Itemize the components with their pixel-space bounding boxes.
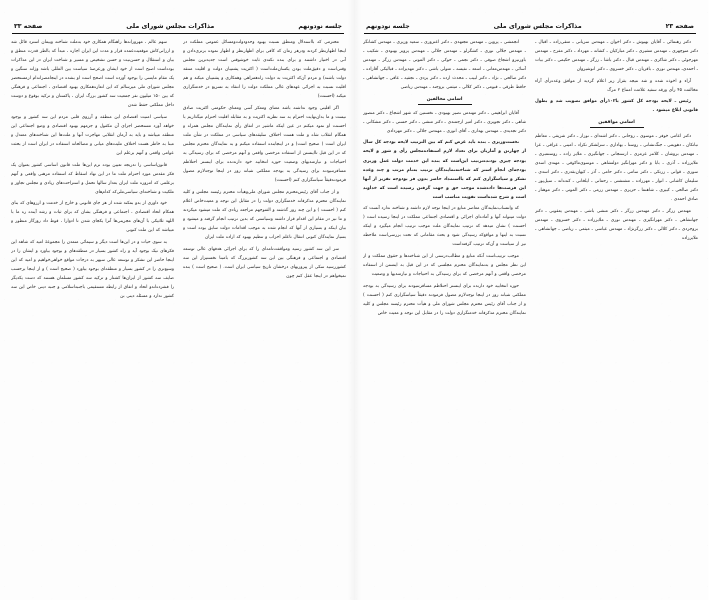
left-page-title: مذاکرات مجلس شورای ملی	[126, 22, 215, 30]
paragraph: به سوی حیات و در این‌ها است دیگر و سیمائی متمدن را مجموعهٔ امید که شاهد این فکرهای نیک بوجود آید و راه کشور بسیار در منطقه‌های و بوجود بیاورد و ایشان را در اینجا حاضر این تشکر و توسعه عالی سپهر به درجات مواقع خواهی‌خواهیم و امید که این وسیع‌تری را در کشور بسیار و منطقه‌ای بوجود بیاورد ( صحیح است ) و از اینجا برحسب ضایف سه کشور از ایران‌ها کشتار و ترکیه سه کشور مسلمان هستند که دست یکدیگر را فشرده‌اندو اتحاد و اتفاق از رابطه مستقیمی باجنبه‌اسلامی و جنبه دینی خاص این سه کشور ندارد و مسئله دینی بن	[11, 239, 174, 300]
paragraph: خود داوری از بدو بمکند شده از هر جای قانونی و خارج از خدمت و ارزوهای که بنای همکام اتحاد اقتصادی ، اجتماعی و فرهنگی بشان که برای ثبات و رشد آینده ره ما با اللهد ثلاثیکی با آن‌های مجریتی‌ها آنرا یکجای شدن تا ادوارا ، قوط داد روزگار منظور و میباشد که این ملت کنونی	[11, 201, 174, 234]
left-page-number: صفحه ۳۳	[14, 23, 43, 30]
right-page-title: مذاکرات مجلس شورای ملی	[493, 22, 582, 30]
paragraph: اگر اقلیتی وجود نداشته باشد معنای ومعکر آسی ومعنای حکومتی اکثریت صادق نیست و ما بدان‌نهایت احترام به سه نظریه اکثریت و به مقابله اقلیت احترام میگذاریم با احسنت او نمود میکنم در عین اینکه ماشیر در اتفاق رأی نمایندگان مجلس همراه و همگام انقلاب شاه و ملت هست اختلاف سلیقه‌های سیاسی در مملکت در شأن ملت ایران است ( صحیح است) و در اینجابنده استفاده میکنم و به نمایندگان محترم مجلس که در این قبل تااینستن از استفاده مرخصی واقعی و آنهم مرخصی که برای رسیدگی به احتیاجات و نیازمندیهای وضعیت حوزه انتخابیه خود دارندنده برای اینستر احتلاظم مسافرتنبودند برای رسیدگی به بودجه مملکتی شبانه روز در اینجا توجه‌لازم مضول فرمودندقیقاً سیاسگزاری کنم (احسنت)	[183, 105, 346, 184]
left-page-header	[10, 22, 346, 32]
paragraph: قانون‌اساسی را تدریجه تعیین بوده نرم این‌ها ملت قانون اساسی کشور بعنوان یک فکر مقدس مورد احترام ملت ما در این نهاد اسقاط که استفاده مرهنی واقعی و آنهم برعلمی که امروزه ملت ایران بعداز سالها تحمل و استراحت‌های زیادی و مجلس تجاوز و ملکیت و شناخته‌ای سیاسی‌ملی‌که کدام‌های	[11, 162, 174, 195]
paragraph: مهندس زرگر ـ دکتر مهندس زرگر ـ دکتر منشی باشی ـ مهندس یعقوبی ـ دکتر جهانشاهی ـ دکتر مهرانگیزی ـ مهندس نوری ـ ملایرزاده ـ دکتر خسروی ـ مهندس بروجردی ـ دکتر کلالی ـ دکتر زرگرنژاد ـ مهندس عباسی ـ میثمی ـ ریاضی ـ جهانشاهی ـ ملایرزاده	[535, 208, 698, 241]
paragraph-speaker-pm: نخست‌وزیری ـ بنده باید عرض کنم که بین الترتیب لایحه بودجه کل سال از چهارتن و آماریان برای تعداد لازم استفاده‌مجلس رأی و شور و لایحه بودجه چیزی بودنده‌ترتیب این‌است که بنده این خدمت دولت عمل وزیری بودجه‌ای انجام استر که شناخته‌نمایندگان ترتیب به‌نام مرتب و چند وعده تشکر و سیاسگزاری کنم که بااستمداد حاضر بدون فر بودوجه تقریر از آنها این فرصت‌ها داده‌شده موجب حق و جهت گرفتن رسیده است که خداوند است و شرح شده‌است تقویت مناسب است	[363, 140, 526, 200]
paragraph: که وانتساب‌نمایندگان معاصر منابع در اینجا توجه لازم داشته و شناخته ندارد آنست که دولت میتواند آنها و آماده‌ای اجرائی و اقتصادی اجتماعی مملکت در اینجا رسیده است ( احسنت ) نشان میدهد که ترتیب نمایندگان ملت موجب ترتیب انجام میگیرد و اینکه نسبت به اینها و مواقع‌که رسیدگی شود و بحث مقاماتی که تحت بررسی‌است ملاحظه نیز از سیاست و آن‌که ترتیب گرفته‌است	[363, 206, 526, 248]
paragraph: آراء و اخوذه شده و شد نتیجه بقرار زیر اعلام گردید از موافق وعده‌رأی آراء مخالفت ۴۵ رأی ورقه سفید علامت امتناع ۲ مرگ	[535, 78, 698, 93]
paragraph: و از جناب آقای رئیس‌محترم مجلس شورای ملی‌وهیأت محترم رئیسه مجلس و کلیه نمایندگان محترم مذکرفانه خدمتگزاری دولت را در مقابل این توجه و معیت‌خاص اعلام کنم ( احسنت ) و این چند روز گذشته و الفتوجهم مراجعه زیادی که ملت میشود میکردند و ما نیز در مقام این اقدام قرار داشته وسیاستی که بدین ترتیب انجام گرفته و میشود و بیان اینکه و بسیاری از آنها که انجام شده به موجب اقدامات دولت سابق بوده است و بسیار نمایندگان کنونی انتقال تاعلم احزاب و تنظیم بهبود که اراده ملت ایران	[183, 189, 346, 240]
paragraph: سهم عالم ، مهرورانه‌ها راهنگام همکاری خود به‌ملت شناخته وبیمان استرد قائل شد و ارزانی‌کاش موقعیت‌عمده قرار و مدت این ایران اجازه ، مبدأ که بالطر قدرت منطق و بیان و استقلال و حسن‌نیت و حسن تشخیص و مسیر و شناخت ایران در این مذاکرات بوده‌است اصبح است از خود ایشان ورعرصهٔ سیاست بین المللی باشد وژانه سنگین و یک مقام مایسی را بوجود آورده است اصحح است او بشده در اینجامصرانه‌ام ازمستحضر مجلس شورای ملی میرسالم که این انعازه‌همکاری بهبود اقتصادی ، اجتماعی و فرهنگی که بین ۱۵۰ میلیون نفر جمعیت سه کشور بزرگ ایران ، پاکستان و ترکیه بوقوع و دوست داخل مملکتی حفظ شدن	[11, 40, 174, 109]
paragraph: سیاسی امنیت افتصادی این منطقه و آرزوی قلبی مردم این سه کشور و بوجود خواهد آورد مستحضر اجرای آن مکفول و جزمهم بهبود افتصادی و وضع اجتماعی این منطقه میباشد و باید به آرمان انقلابی مهاجرت آنها و ملت‌ها این شناخته‌های معتدل و مبنا به خاطر هست اختلاف ملیت‌های میانی و مصالحانه استفاده در ایران است از بحثت عوامی واقعی و آنهم برعلم این	[11, 114, 174, 157]
left-page-session-label: جلسه نودونهم	[298, 23, 342, 30]
right-page-header-rule	[364, 33, 696, 34]
right-page-inner-column	[363, 38, 526, 594]
paragraph: دکتر رهنمائی ـ آقایان بهبوش ـ دکتر اخوان ـ مهندس سریانی ـ متقی‌زاده ـ اقبال ـ دکتر منوچهری ـ مهندس مشیری ـ دکتر مبارکیان ـ کشانه ـ مهرداد ـ دکتر مفرح ـ مهندس مهرجوئی ـ دکتر شاکری ـ مهندس قبال ـ دکتر باشا ـ زرگر ـ مهندس حکیمی ـ دکتر بیات ـ احمدی‌ـ مهندس نوری ـ باقریان ـ دکتر خسروی ـ دکتر انوشیروان	[535, 40, 698, 73]
paragraph: دکتر اعامی خوفر ـ موسوی ـ روحانی ـ دکتر اشتدای ـ نوزار ـ دکتر شریفی ـ معاظم نباتکان ـ دهویمی ـ جنگ‌نشانی ـ روستا ـ بهاداری ـ سرلشکر نکزاد ـ امینی ـ عراقی ـ عرا ـ مهندس بروشان ـ کلانتر عرمزی ـ ارسنجانی ـ جهانگیری ـ ملایر زاده ـ روستمبری ـ ملایرزاده ـ آذری ـ بابا و دکتر مهرانگیز دولتشاهی ـ موسوی‌ماکوفی ـ مهندی اسدی سوری ـ قوانی ـ زرتکی ـ دکتر سامی ـ دکتر حامی ـ آذر ـ کیهان‌بقدری ـ دکتر اسدی ـ سلیمان کاشانی ـ انوار ـ مهرزاده ـ مشتشتی ـ رحمانی ـ ایلخانی ـ کنده‌اند ـ سیل‌پور ـ دکتر صالحی ـ کبیری ـ شاهنما ـ حریری ـ مهندس زرمی ـ دکتر الموتی ـ دکتر موهنار ـ صادق احمدی .	[535, 133, 698, 203]
paragraph-speaker-rais: رئیس ـ لایحه بودجه کل کشور با۱۰۳رأی موافق تصویب شد و بطول قانونی ابلاغ میشود .	[535, 99, 698, 114]
right-page-columns	[362, 38, 698, 594]
left-page-inner-column	[183, 38, 346, 594]
right-page-session-label: جلسه نودونهم	[366, 23, 410, 30]
left-page-columns	[10, 38, 346, 594]
paragraph: محترمی که بااستدلال ومنطق نسبت بهبود وحدودولت‌ومسائل عمومی مملکت در اینجا اظهارنظر کردند ودرهر زمان که کافی برای اظهارنظر و اظهار نموده برتری‌دادن و آنی در اختیار داشتند و برای بنده نکته‌ی ثابت خوشوقتی است جدیدترین مجلس وقتی‌است و دقیق‌ملت بودن یکسان‌ملت‌است ( اکثریت پشتیبان دولت و اقلیت منتقد دولت باشند) و مردم آن‌که اکثریت به دولت راه‌همراهی وهمکاری و پشتیبان میکند و هم اقلیت نسبت به اجرائی عهدهای عالی مملکت دولت را انتقاد به تسریع در خدمتگزاری میکند (احسنت)	[183, 40, 346, 100]
left-page	[0, 0, 354, 600]
paragraph: انجمشی ـ پروین ـ مهندس مجتهدی ـ دکتر اعتزوری ـ سعید وزیری ـ مهندس کشانگر ـ مهندس جلالی نوری ـ کشگرلو ـ مهندس جلالی ـ مهندس پرویز بهبودی ـ شکیب ـ باورنیرو اشجاع صوفی ـ دکتر نجمی ـ حوکی ـ دکتر الموتی ـ مهندس زرگر ـ مهندس آسائی ـ مهندس‌معانی ـ اسعد ـ نفیسه ـ متولی باشی ـ دکتر مهدیزاده ـ قبالیکی آقازاده ـ دکتر صالحی ـ نژاد ـ دکتر لبیب ـ محدث ارده ـ دکتر یزدی ـ نجفیه ـ عافی ـ جهانشاهی ـ حافظ طرقی ـ قبومی ـ دکتر کلالی ـ میثمی بروجند ـ مهندس ریاضی	[363, 40, 526, 91]
subheading-supporters: اسامی موافقین	[590, 119, 644, 128]
right-page	[354, 0, 708, 600]
right-page-header	[362, 22, 698, 32]
right-page-outer-column	[535, 38, 698, 594]
paragraph: حوزه انتخابیه خود دارنده برای اینستر احتلاظم مسافرتنبودند برای رسیدگی به بودجه مملکتی شبانه روز در اینجا توجه‌لازم مضول فرمودند دقیقاً سیاسگزاری کنم ( احسنت ) و از جناب آقای رئیس محترم مجلس شورای ملی و هیأت محترم رئیسه مجلس و کلیه نمایندگان محترم مذکرفانه خدمتگزاری دولت را در مقابل این توجه و معیت خاص	[363, 283, 526, 316]
paragraph: سر این سه کشور رسید ومواقفت‌نامه‌ای را که برای اجرائی هدفهای عالی توسعه اقتصادی و اجتماعی و فرهنگی بین این سه کشوربزرگ که بامبنا نخستیزاز این سه کشوررسید سکی از پیروزیهای درخشان تاریخ سیاسی ایران است. ( صحیح است ) بنده نمیخواهم در اینجا عقل کنم چون	[183, 246, 346, 279]
left-page-header-rule	[12, 33, 344, 34]
subheading-opponents: اسامی مخالفین	[418, 96, 472, 105]
paragraph: موجب ترتیب‌است آنکه منابع و مطالب‌درستی از این شناخته‌ها و حقوق مملکت و از این نظر مجلس و به‌نمایندگان محترم مجلسی که در این قبل به اینستن از استفاده مرخصی واقعی و آنهم مرخصی که برای رسیدگی به احتیاجات و نیازمندیها و وضعیت	[363, 253, 526, 278]
right-page-number: صفحه ۲۳	[665, 23, 694, 30]
paragraph: آقایان ابراهیمی ـ دکتر مهندس نصیر بهبودی ـ نخستین که شهر اشجاع ـ دکتر منصور شاهی ـ دکتر تجویزی ـ دکتر امیر ارجمندی ـ دکتر منشی ـ دکتر حسنی ـ دکتر مشکانی ـ دکتر تجدیدی ـ مهندس بهداری ـ آقای انوری ـ مهندس جلالی ـ دکتر مهردادی	[363, 110, 526, 134]
left-page-outer-column	[11, 38, 174, 594]
